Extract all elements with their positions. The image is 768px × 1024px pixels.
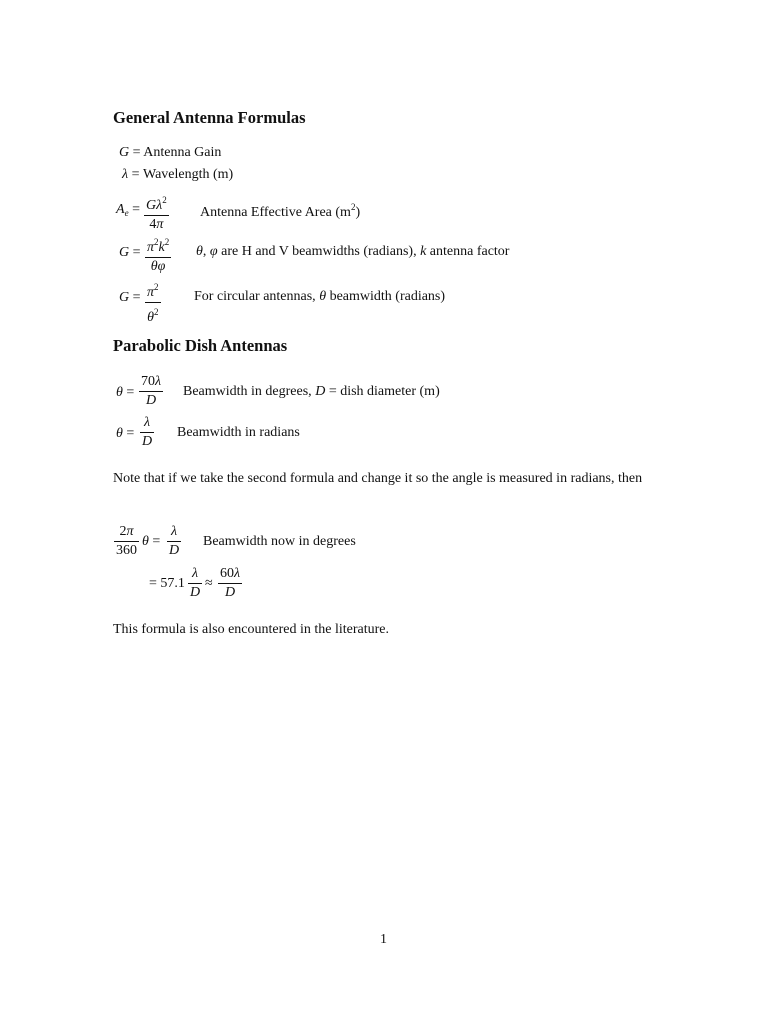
eq-effective-area-lhs: $A_e$ = bbox=[116, 202, 140, 218]
eq-approx-fraction-1: $\frac{\lambda}{D}$ bbox=[190, 566, 201, 600]
symbol-lambda: λ bbox=[122, 167, 129, 182]
eq-beamwidth-degrees-fraction: $\frac{70\lambda}{D}$ bbox=[141, 374, 162, 408]
note-paragraph: Note that if we take the second formula and change it so the angle is measured in radians, then bbox=[113, 471, 643, 486]
eq-effective-area-label: Antenna Effective Area $(m^2)$ bbox=[200, 202, 361, 220]
eq-beamwidth-degrees-lhs: θ = bbox=[116, 385, 135, 400]
eq-beamwidth-radians-fraction: $\frac{\lambda}{D}$ bbox=[142, 415, 153, 449]
eq-gain-circular-lhs: G = bbox=[119, 290, 141, 305]
eq-conversion-factor: $\frac{2\pi}{360}$ bbox=[116, 524, 137, 558]
symbol-G: G bbox=[119, 145, 130, 160]
eq-beamwidth-degrees-label: Beamwidth in degrees, D = dish diameter (m) bbox=[183, 384, 440, 399]
eq-approx-fraction-2: $\frac{60\lambda}{D}$ bbox=[220, 566, 241, 600]
eq-gain-beamwidth-label: θ, φ are H and V beamwidths (radians), k antenna factor bbox=[196, 244, 510, 259]
approx-symbol: ≈ bbox=[205, 576, 213, 591]
eq-gain-circular-fraction: $\frac{\pi^2}{\theta^2}$ bbox=[145, 278, 161, 327]
eq-conversion-mid: θ = bbox=[142, 534, 161, 549]
def-gain-line bbox=[119, 145, 221, 161]
eq-conversion-label: Beamwidth now in degrees bbox=[203, 534, 356, 549]
def-gain-text: = Antenna Gain bbox=[132, 145, 222, 160]
section-title-parabolic: Parabolic Dish Antennas bbox=[113, 336, 288, 355]
closing-paragraph: This formula is also encountered in the literature. bbox=[113, 622, 390, 637]
eq-conversion-fraction: $\frac{\lambda}{D}$ bbox=[169, 524, 180, 558]
eq-gain-beamwidth-fraction: $\frac{\pi^2k^2}{\theta\varphi}$ bbox=[145, 233, 171, 276]
eq-effective-area-fraction: $\frac{G\lambda^2}{4\pi}$ bbox=[144, 191, 169, 234]
section-title-general: General Antenna Formulas bbox=[113, 108, 306, 127]
def-lambda-line bbox=[122, 167, 233, 183]
eq-approx-coef: = 57.1 bbox=[149, 576, 185, 591]
page-number: 1 bbox=[380, 932, 387, 947]
eq-gain-beamwidth-lhs: G = bbox=[119, 245, 141, 260]
def-lambda-text: = Wavelength (m) bbox=[131, 167, 234, 182]
eq-gain-circular-label: For circular antennas, θ beamwidth (radians) bbox=[194, 289, 446, 304]
eq-beamwidth-radians-lhs: θ = bbox=[116, 426, 135, 441]
eq-beamwidth-radians-label: Beamwidth in radians bbox=[177, 425, 300, 440]
